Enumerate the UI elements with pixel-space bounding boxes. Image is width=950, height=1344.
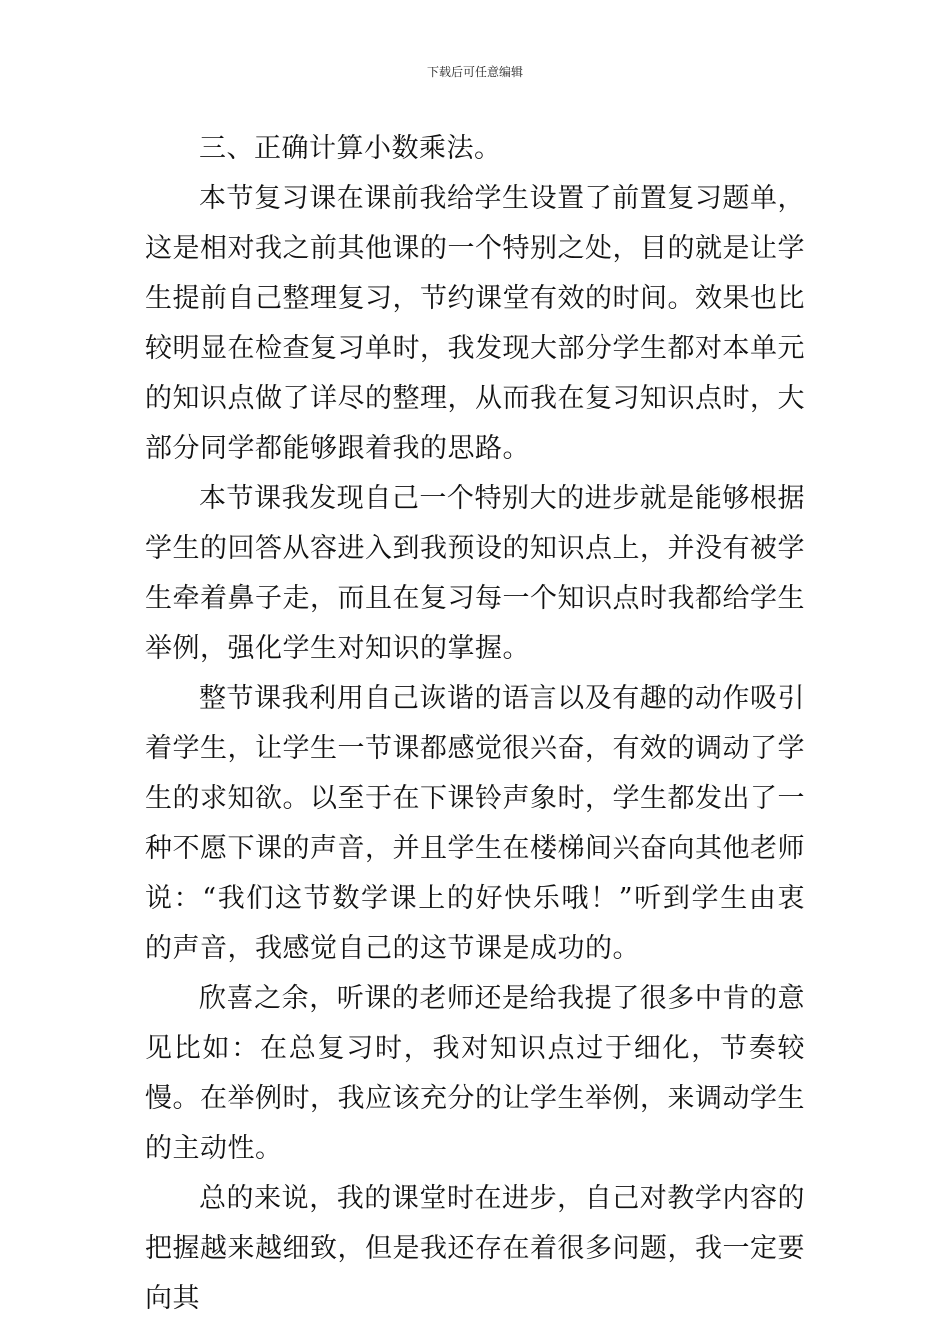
paragraph: 总的来说，我的课堂时在进步，自己对教学内容的把握越来越细致，但是我还存在着很多问题，我一定要向其 — [145, 1183, 805, 1314]
paragraph: 整节课我利用自己诙谐的语言以及有趣的动作吸引着学生，让学生一节课都感觉很兴奋，有效的调动了学生的求知欲。以至于在下课铃声象时，学生都发出了一种不愿下课的声音，并且学生在楼梯间兴奋向其他老师说：“我们这节数学课上的好快乐哦！”听到学生由衷的声音，我感觉自己的这节课是成功的。 — [145, 683, 805, 964]
page-header: 下载后可任意编辑 — [426, 65, 523, 79]
document-body — [145, 124, 805, 1324]
paragraph: 本节复习课在课前我给学生设置了前置复习题单，这是相对我之前其他课的一个特别之处，目的就是让学生提前自己整理复习，节约课堂有效的时间。效果也比较明显在检查复习单时，我发现大部分学生都对本单元的知识点做了详尽的整理，从而我在复习知识点时，大部分同学都能够跟着我的思路。 — [145, 183, 805, 464]
paragraph-heading: 三、正确计算小数乘法。 — [199, 133, 502, 164]
paragraph: 欣喜之余，听课的老师还是给我提了很多中肯的意见比如：在总复习时，我对知识点过于细化，节奏较慢。在举例时，我应该充分的让学生举例，来调动学生的主动性。 — [145, 983, 805, 1164]
paragraph: 本节课我发现自己一个特别大的进步就是能够根据学生的回答从容进入到我预设的知识点上，并没有被学生牵着鼻子走，而且在复习每一个知识点时我都给学生举例，强化学生对知识的掌握。 — [145, 483, 805, 664]
